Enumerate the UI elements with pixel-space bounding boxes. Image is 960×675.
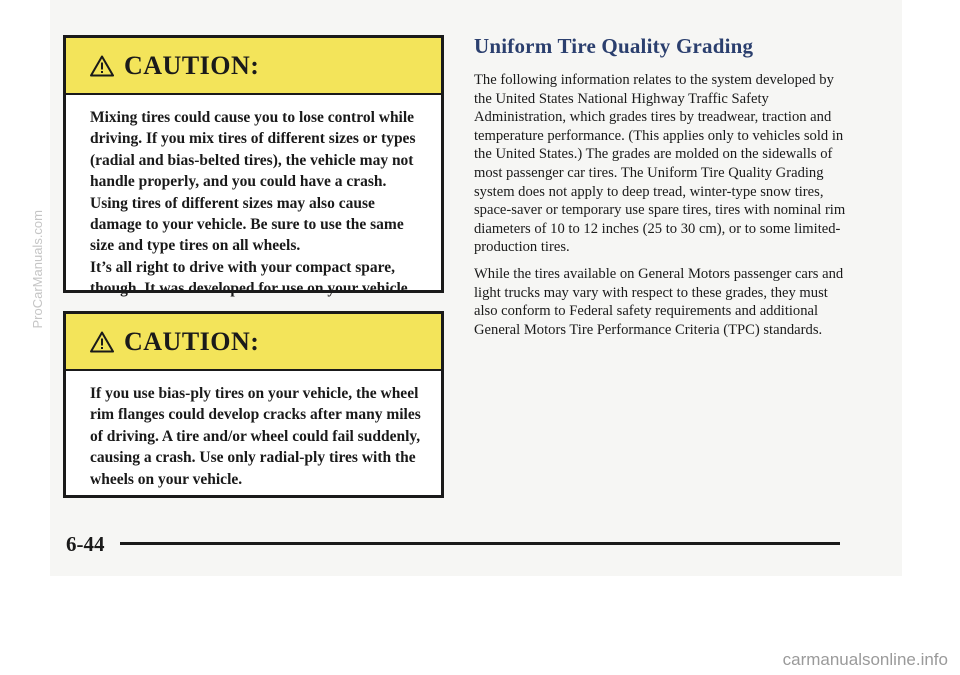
warning-triangle-icon xyxy=(90,331,114,353)
caution-paragraph: If you use bias-ply tires on your vehicle, the wheel rim flanges could develop cracks after many miles of driving. A tire and/or wheel could fail suddenly, causing a crash. Use only radial-ply tires with the wheels on your vehicle. xyxy=(90,385,421,488)
caution-header xyxy=(66,38,441,95)
body-paragraph: The following information relates to the system developed by the United States National Highway Traffic Safety Administration, which grades tires by treadwear, traction and temperature performance. (This applies only to vehicles sold in the United States.) The grades are molded on the sidewalls of most passenger car tires. The Uniform Tire Quality Grading system does not apply to deep tread, winter-type snow tires, space-saver or temporary use spare tires, tires with nominal rim diameters of 10 to 12 inches (25 to 30 cm), or to some limited-production tires. xyxy=(474,72,846,256)
caution-box-bias-ply xyxy=(63,311,444,498)
bottom-watermark: carmanualsonline.info xyxy=(782,650,948,669)
caution-paragraph: Mixing tires could cause you to lose control while driving. If you mix tires of different sizes or types (radial and bias-belted tires), the vehicle may not handle properly, and you could have a crash. Using tires of different sizes may also cause damage to your vehicle. Be sure to use the same size and type tires on all wheels. xyxy=(90,109,416,255)
caution-body xyxy=(66,371,441,490)
side-watermark: ProCarManuals.com xyxy=(30,210,45,329)
tire-grading-section xyxy=(474,34,854,347)
page-number: 6-44 xyxy=(66,532,105,556)
caution-body xyxy=(66,95,441,300)
footer-rule xyxy=(120,542,840,545)
warning-triangle-icon xyxy=(90,55,114,77)
caution-header xyxy=(66,314,441,371)
caution-box-mixing-tires xyxy=(63,35,444,298)
body-paragraph: While the tires available on General Motors passenger cars and light trucks may vary with respect to these grades, they must also conform to Federal safety requirements and additional General Motors Tire Performance Criteria (TPC) standards. xyxy=(474,265,844,338)
caution-title: CAUTION: xyxy=(124,326,260,356)
section-title: Uniform Tire Quality Grading xyxy=(474,34,754,58)
caution-paragraph: It’s all right to drive with your compact spare, though. It was developed for use on your vehicle. xyxy=(90,258,412,298)
caution-title: CAUTION: xyxy=(124,50,260,80)
